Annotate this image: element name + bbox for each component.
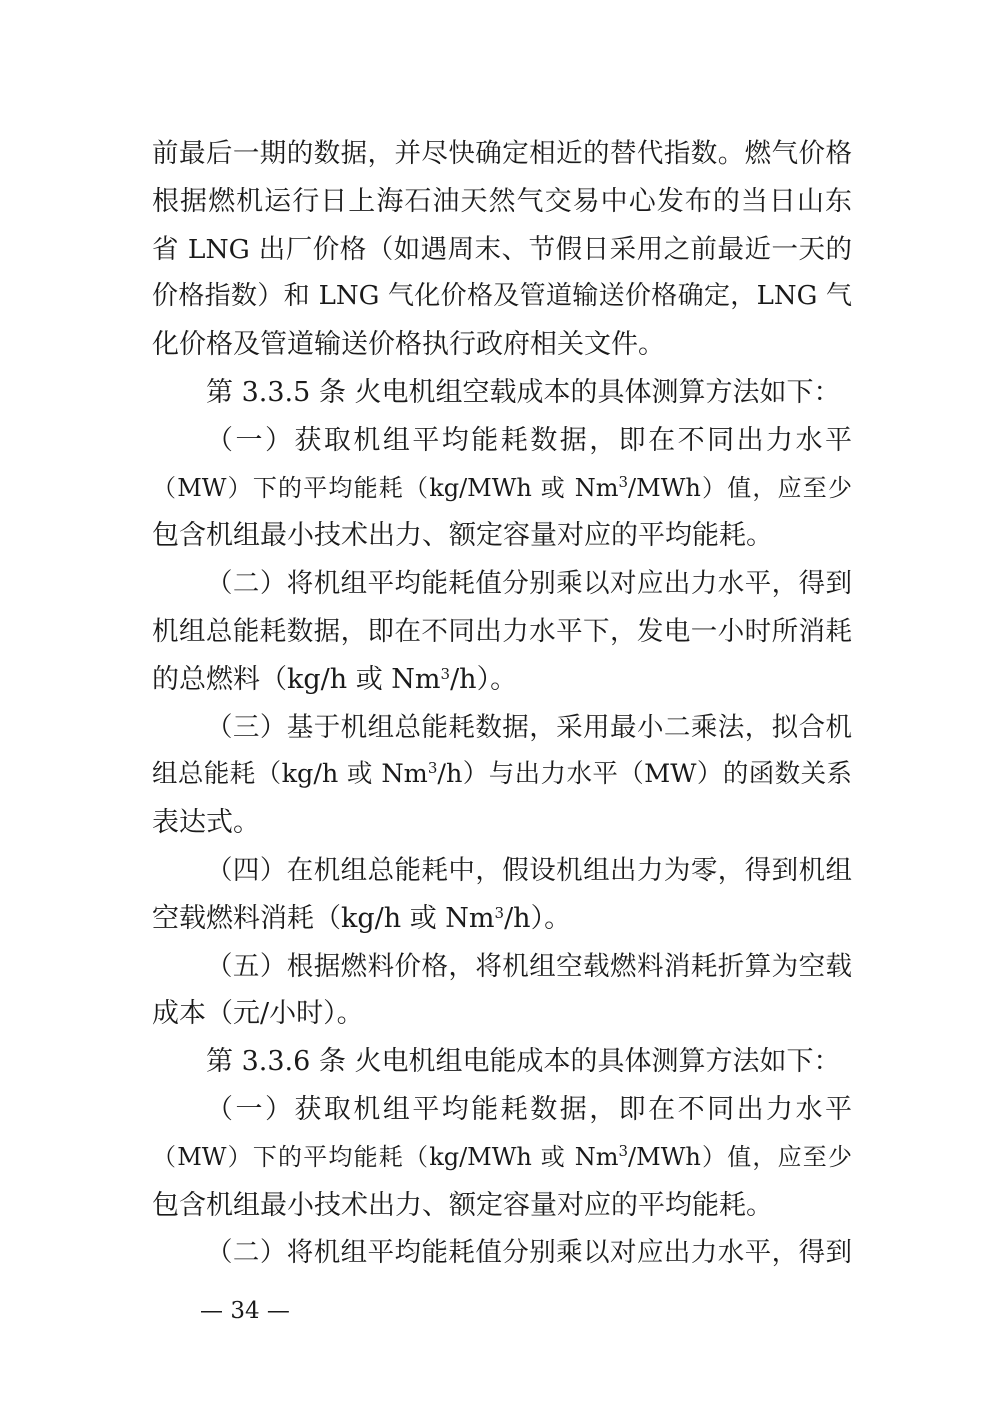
body-text xyxy=(152,130,852,1277)
text-segment: （MW）下的平均能耗（kg/MWh 或 Nm xyxy=(152,1142,619,1171)
text-line: （四）在机组总能耗中，假设机组出力为零，得到机组 xyxy=(206,854,852,886)
text-line xyxy=(152,1134,852,1182)
text-line: （三）基于机组总能耗数据，采用最小二乘法，拟合机 xyxy=(206,711,852,743)
text-line: 包含机组最小技术出力、额定容量对应的平均能耗。 xyxy=(152,1189,773,1221)
article-heading-3-3-5: 第 3.3.5 条 火电机组空载成本的具体测算方法如下： xyxy=(206,376,841,408)
superscript: 3 xyxy=(618,1141,629,1160)
text-line xyxy=(152,465,852,513)
page-number: 34 xyxy=(230,1298,260,1324)
superscript: 3 xyxy=(440,664,451,683)
text-segment: /h）与出力水平（MW）的函数关系 xyxy=(437,759,852,790)
text-line: （一）获取机组平均能耗数据，即在不同出力水平 xyxy=(206,1093,852,1125)
superscript: 3 xyxy=(618,472,629,491)
text-line: 成本（元/小时）。 xyxy=(152,998,364,1030)
text-segment: /h）。 xyxy=(504,902,572,934)
text-line xyxy=(152,656,852,704)
text-segment: /h）。 xyxy=(450,663,518,695)
text-line: 省 LNG 出厂价格（如遇周末、节假日采用之前最近一天的 xyxy=(152,233,852,265)
text-line xyxy=(152,751,852,799)
page-footer xyxy=(200,1296,290,1326)
text-line: 根据燃机运行日上海石油天然气交易中心发布的当日山东 xyxy=(152,185,852,217)
text-line: 包含机组最小技术出力、额定容量对应的平均能耗。 xyxy=(152,520,773,552)
text-line: 化价格及管道输送价格执行政府相关文件。 xyxy=(152,329,665,361)
text-line: 价格指数）和 LNG 气化价格及管道输送价格确定，LNG 气 xyxy=(152,281,852,312)
text-line: 机组总能耗数据，即在不同出力水平下，发电一小时所消耗 xyxy=(152,615,852,647)
text-segment: 组总能耗（kg/h 或 Nm xyxy=(152,759,428,790)
text-line: （一）获取机组平均能耗数据，即在不同出力水平 xyxy=(206,424,852,456)
text-line: 前最后一期的数据，并尽快确定相近的替代指数。燃气价格 xyxy=(152,138,852,169)
text-line: （二）将机组平均能耗值分别乘以对应出力水平，得到 xyxy=(206,568,852,600)
text-line: （二）将机组平均能耗值分别乘以对应出力水平，得到 xyxy=(206,1237,852,1269)
text-line: 表达式。 xyxy=(152,807,260,839)
text-line xyxy=(152,895,852,943)
text-segment: /MWh）值，应至少 xyxy=(628,1142,852,1171)
text-segment: 的总燃料（kg/h 或 Nm xyxy=(152,663,441,695)
superscript: 3 xyxy=(494,903,505,922)
article-heading-3-3-6: 第 3.3.6 条 火电机组电能成本的具体测算方法如下： xyxy=(206,1046,841,1078)
text-segment: 空载燃料消耗（kg/h 或 Nm xyxy=(152,902,495,934)
text-line: （五）根据燃料价格，将机组空载燃料消耗折算为空载 xyxy=(206,950,852,982)
dash-left: — xyxy=(200,1298,223,1324)
text-segment: /MWh）值，应至少 xyxy=(628,473,852,502)
text-segment: （MW）下的平均能耗（kg/MWh 或 Nm xyxy=(152,473,619,502)
dash-right: — xyxy=(266,1298,290,1324)
superscript: 3 xyxy=(427,759,438,778)
